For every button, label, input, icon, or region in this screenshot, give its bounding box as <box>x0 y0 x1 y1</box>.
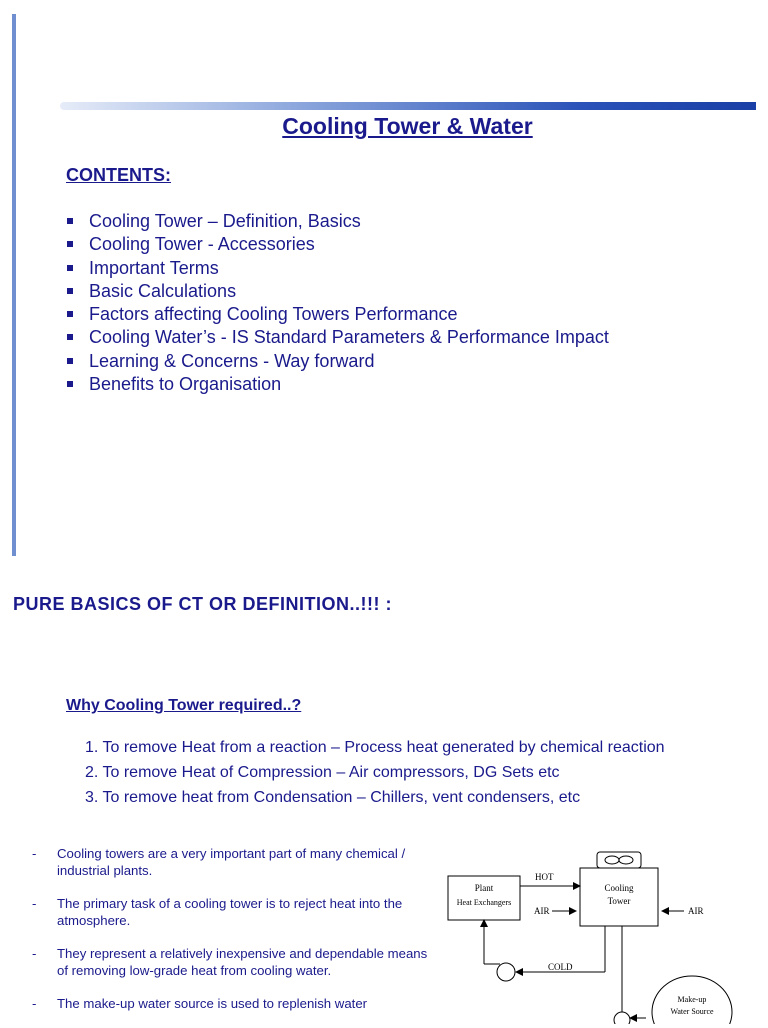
list-item-text: Cooling towers are a very important part of many chemical / industrial plants. <box>57 846 406 878</box>
points-list <box>32 845 437 1028</box>
dash-bullet: - <box>32 996 37 1011</box>
list-item <box>32 895 437 929</box>
makeup-label: Make-up <box>677 995 707 1004</box>
list-item <box>66 280 609 303</box>
square-bullet-icon <box>67 265 73 271</box>
list-item <box>32 945 437 979</box>
list-item-text: Benefits to Organisation <box>89 374 282 395</box>
air-right-label: AIR <box>688 906 704 916</box>
hot-label: HOT <box>535 872 554 882</box>
list-item <box>32 995 437 1012</box>
plant-sublabel: Heat Exchangers <box>456 898 512 907</box>
list-item-text: Cooling Water’s - IS Standard Parameters & Performance Impact <box>89 327 609 348</box>
list-item <box>66 350 609 373</box>
title-rule <box>60 102 756 110</box>
square-bullet-icon <box>67 381 73 387</box>
why-heading: Why Cooling Tower required..? <box>66 697 302 714</box>
cold-label: COLD <box>548 962 573 972</box>
list-item <box>32 845 437 879</box>
list-item-text: Cooling Tower - Accessories <box>89 234 315 255</box>
list-item-text: The primary task of a cooling tower is to reject heat into the atmosphere. <box>57 896 403 928</box>
square-bullet-icon <box>67 288 73 294</box>
contents-list <box>66 210 609 396</box>
square-bullet-icon <box>67 311 73 317</box>
list-item-text: The make-up water source is used to replenish water <box>57 996 368 1011</box>
list-item-text: Cooling Tower – Definition, Basics <box>89 211 361 231</box>
plant-label: Plant <box>474 883 494 893</box>
square-bullet-icon <box>67 334 73 340</box>
list-item <box>66 233 609 256</box>
list-item <box>66 373 609 396</box>
tower-label: Cooling <box>604 883 634 893</box>
list-item <box>66 303 609 326</box>
air-left-label: AIR <box>534 906 550 916</box>
list-item <box>66 210 609 233</box>
square-bullet-icon <box>67 358 73 364</box>
makeup-sublabel: Water Source <box>670 1007 714 1016</box>
list-item-text: Learning & Concerns - Way forward <box>89 350 375 371</box>
list-item: 1. To remove Heat from a reaction – Process heat generated by chemical reaction <box>85 739 665 756</box>
list-item-text: They represent a relatively inexpensive and dependable means of removing low-grade heat from cooling water. <box>57 946 428 978</box>
dash-bullet: - <box>32 896 37 911</box>
dash-bullet: - <box>32 946 37 961</box>
list-item-text: Factors affecting Cooling Towers Performance <box>89 304 458 325</box>
contents-heading: CONTENTS: <box>66 165 171 185</box>
pump-icon <box>497 963 515 981</box>
reasons-list <box>85 735 665 810</box>
dash-bullet: - <box>32 846 37 861</box>
cooling-tower-diagram <box>440 840 740 1024</box>
list-item <box>66 326 609 349</box>
square-bullet-icon <box>67 218 73 224</box>
list-item-text: Basic Calculations <box>89 280 237 301</box>
list-item: 3. To remove heat from Condensation – Chillers, vent condensers, etc <box>85 789 581 806</box>
list-item: 2. To remove Heat of Compression – Air compressors, DG Sets etc <box>85 764 560 781</box>
tower-sublabel: Tower <box>607 896 631 906</box>
list-item-text: Important Terms <box>89 257 219 278</box>
square-bullet-icon <box>67 241 73 247</box>
section-heading: PURE BASICS OF CT OR DEFINITION..!!! : <box>13 594 392 614</box>
left-accent-bar <box>12 14 16 556</box>
list-item <box>66 257 609 280</box>
slide-title: Cooling Tower & Water <box>282 113 533 139</box>
makeup-pump-icon <box>614 1012 630 1024</box>
